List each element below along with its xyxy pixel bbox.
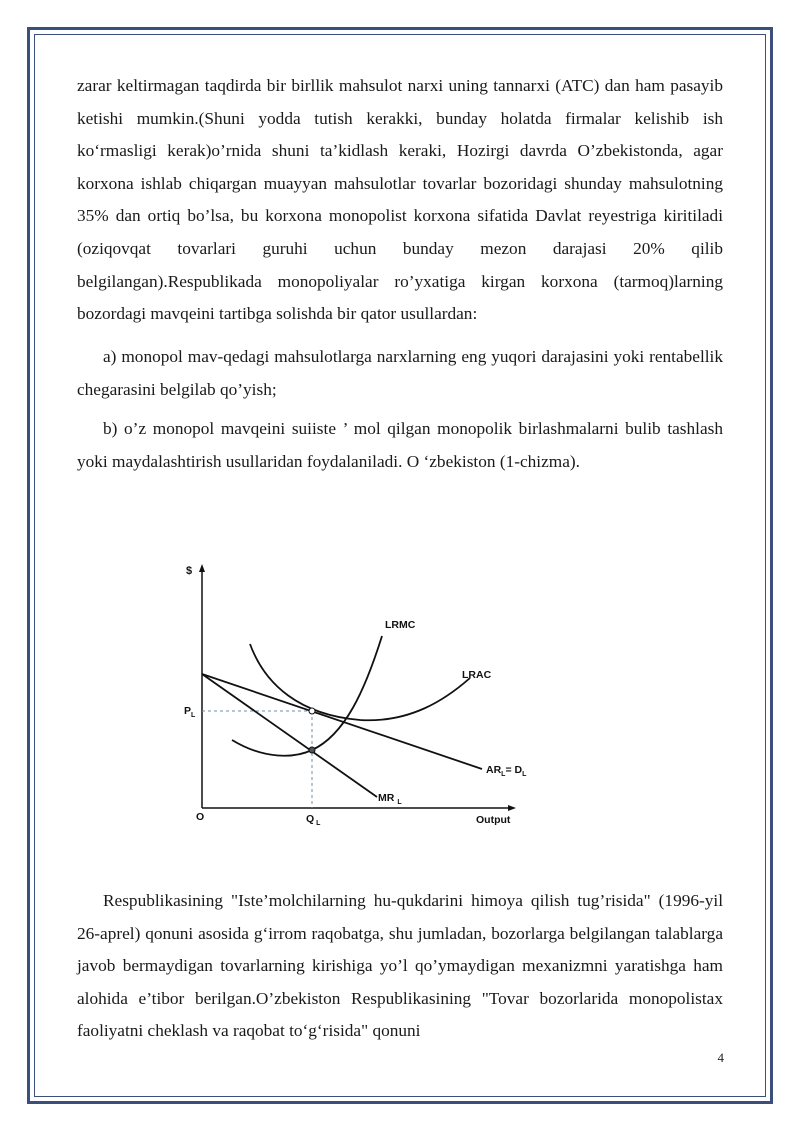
- mr-label: MR $_L$: [378, 792, 402, 806]
- y-axis-label: $: [186, 565, 193, 577]
- page-number: 4: [717, 1050, 724, 1065]
- paragraph-2: [77, 341, 723, 406]
- paragraph-4: [77, 885, 723, 1048]
- paragraph-4-text: Respublikasining "Iste’molchilarning hu-qukdarini himoya qilish tug’risida" (1996-yil 26-aprel) qonuni asosida g‘irrom raqobatga, shu jumladan, bozorlarga belgilangan talablarga javob bermaydigan tovarlarning kirishiga yo’l qo’ymaydigan mexanizmni yaratishga ham alohida e’tibor berilgan.O’zbekiston Respublikasining "Tovar bozorlarida monopolistax faoliyatni cheklash va raqobat to‘g‘risida" qonuni: [77, 891, 723, 1041]
- paragraph-3-text: b) o’z monopol mavqeini suiiste ’ mol qilgan monopolik birlashmalarni bulib tashlash yoki maydalashtirish usullaridan foydalaniladi. O ‘zbekiston (1-chizma).: [77, 419, 723, 471]
- paragraph-1-text: zarar keltirmagan taqdirda bir birllik mahsulot narxi uning tannarxi (ATC) dan ham pasayib ketishi mumkin.(Shuni yodda tutish kerakki, bunday holatda firmalar kelishib ish ko‘rmasligi kerak)o’rnida shuni ta’kidlash keraki, Hozirgi davrda O’zbekistonda, agar korxona ishlab chiqargan muayyan mahsulotlar tovarlar bozoridagi shunday mahsulotning 35% dan ortiq bo’lsa, bu korxona monopolist korxona sifatida Davlat reyestriga kiritiladi (oziqovqat tovarlari guruhi uchun bunday mezon darajasi 20% qilib belgilangan).Respublikada monopoliyalar ro’yxatiga kirgan korxona (tarmoq)larning bozordagi mavqeini tartibga solishda bir qator usullardan:: [77, 76, 723, 324]
- x-axis-label: Output: [476, 814, 511, 826]
- lrac-curve: [250, 644, 470, 720]
- lrac-label: LRAC: [462, 669, 492, 681]
- paragraph-1: [77, 70, 723, 331]
- monopoly-diagram: [170, 560, 530, 835]
- price-label: $P_L$: [184, 705, 196, 719]
- origin-label: O: [196, 811, 205, 823]
- mr-curve: [202, 674, 377, 797]
- quantity-label: Q $_L$: [306, 813, 321, 827]
- y-axis-arrow: [199, 564, 205, 572]
- paragraph-2-text: a) monopol mav-qedagi mahsulotlarga narxlarning eng yuqori darajasini yoki rentabellik chegarasini belgilab qo’yish;: [77, 347, 723, 399]
- paragraph-3: [77, 413, 723, 478]
- lrmc-label: LRMC: [385, 619, 416, 631]
- ar-demand-label: $AR_L= D_L$: [486, 764, 527, 778]
- mr-mc-intersection-point: [309, 747, 315, 753]
- x-axis-arrow: [508, 805, 516, 811]
- equilibrium-price-point: [309, 708, 315, 714]
- demand-curve: [202, 674, 482, 769]
